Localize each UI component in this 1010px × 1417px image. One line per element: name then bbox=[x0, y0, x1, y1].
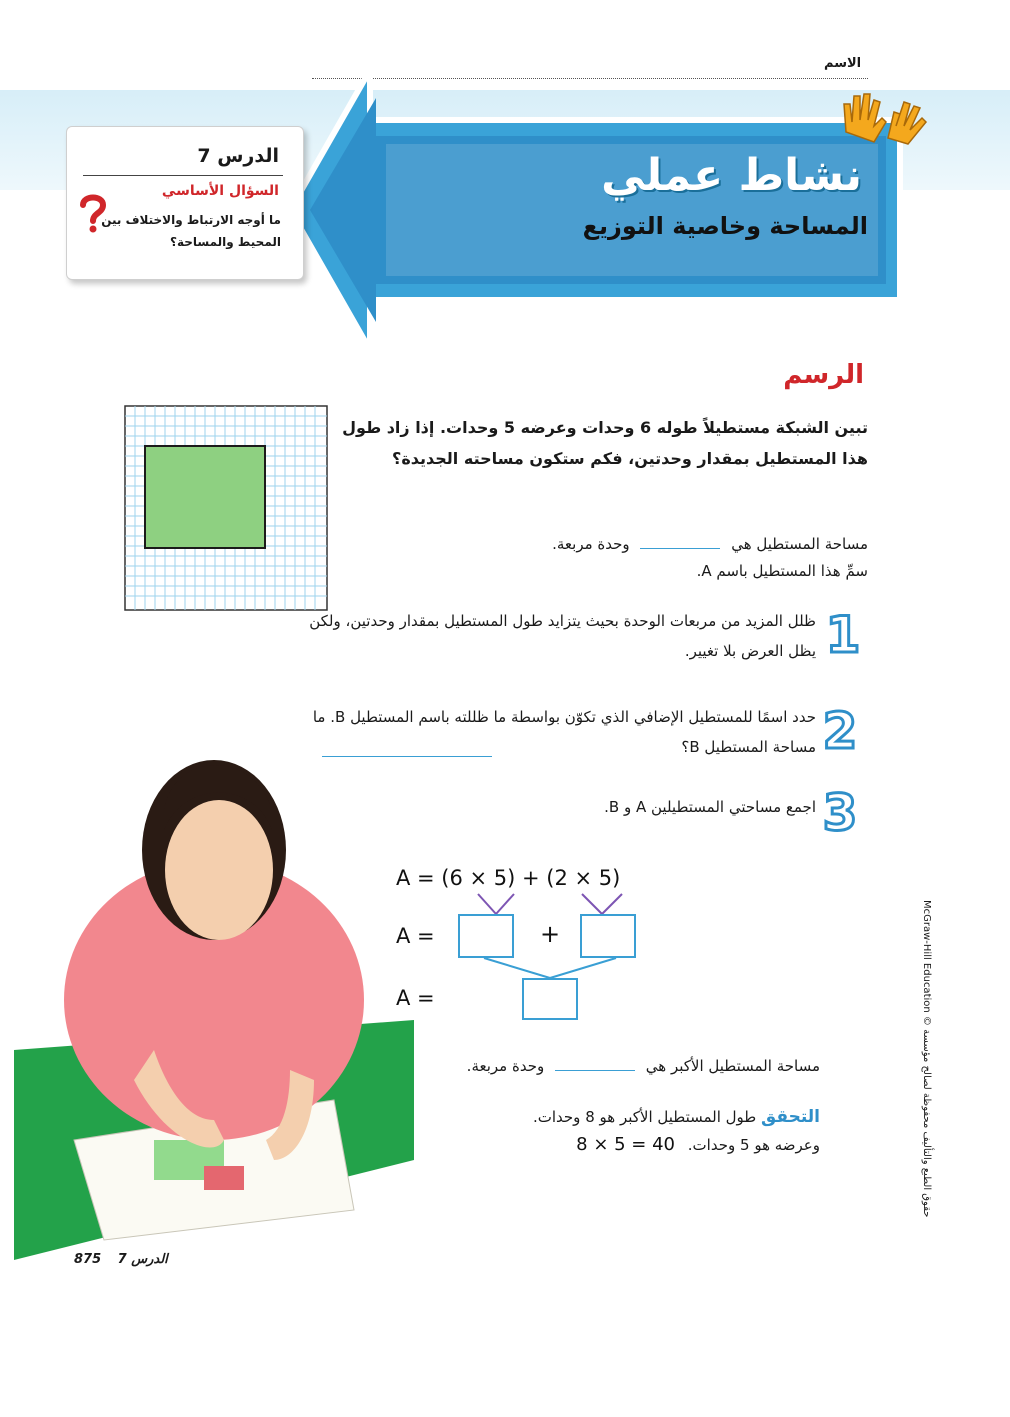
lesson-card bbox=[66, 126, 304, 280]
footer-lesson: الدرس 7 bbox=[117, 1252, 168, 1267]
larger-area-sentence bbox=[467, 1056, 820, 1075]
unit-grid bbox=[124, 405, 328, 611]
step-2-number: 2 bbox=[822, 702, 858, 756]
name-rectangle-a: سمِّ هذا المستطيل باسم A. bbox=[696, 562, 868, 580]
step-3-text: اجمع مساحتي المستطيلين A و B. bbox=[604, 798, 816, 816]
area-suffix: وحدة مربعة. bbox=[552, 535, 630, 553]
equation-line-3-label: A = bbox=[396, 986, 435, 1010]
copyright-text: McGraw-Hill Education © حقوق الطبع والتأليف محفوظة لصالح مؤسسة bbox=[921, 900, 932, 1218]
step-number-2-badge bbox=[820, 700, 860, 756]
check-line-1: طول المستطيل الأكبر هو 8 وحدات. bbox=[532, 1108, 757, 1126]
check-line-2: وعرضه هو 5 وحدات. bbox=[687, 1136, 820, 1154]
activity-title: نشاط عملي bbox=[601, 150, 862, 201]
step-number-1-badge bbox=[826, 604, 860, 660]
check-label: التحقق bbox=[761, 1107, 820, 1127]
copyright-side-text bbox=[918, 900, 938, 1218]
student-photo bbox=[14, 720, 414, 1280]
card-divider bbox=[83, 175, 283, 176]
product-box-1[interactable] bbox=[458, 914, 514, 958]
step-1-text: ظلل المزيد من مربعات الوحدة بحيث يتزايد طول المستطيل بمقدار وحدتين، ولكن يظل العرض بلا تغيير. bbox=[309, 612, 816, 660]
larger-area-suffix: وحدة مربعة. bbox=[466, 1057, 545, 1075]
step-number-3-badge bbox=[820, 782, 860, 838]
question-mark-icon bbox=[79, 193, 107, 233]
banner-arrow bbox=[290, 50, 930, 360]
check-equation: 8 × 5 = 40 bbox=[576, 1134, 675, 1155]
step-1-number: 1 bbox=[826, 606, 860, 660]
larger-area-prefix: مساحة المستطيل الأكبر هي bbox=[645, 1057, 820, 1075]
area-answer-blank[interactable] bbox=[640, 534, 720, 549]
sum-box[interactable] bbox=[522, 978, 578, 1020]
name-label: الاسم bbox=[824, 56, 862, 71]
page-number: 875 bbox=[74, 1252, 102, 1267]
area-sentence bbox=[552, 534, 868, 553]
lesson-number: الدرس 7 bbox=[197, 145, 279, 167]
problem-text: تبين الشبكة مستطيلاً طوله 6 وحدات وعرضه 5 وحدات. إذا زاد طول هذا المستطيل بمقدار وحدتين، فكم ستكون مساحته الجديدة؟ bbox=[342, 418, 868, 468]
essential-question-label: السؤال الأساسي bbox=[161, 183, 279, 199]
step-3-number: 3 bbox=[822, 784, 858, 838]
page-footer bbox=[74, 1252, 168, 1267]
product-box-2[interactable] bbox=[580, 914, 636, 958]
step-2-label: حدد اسمًا للمستطيل الإضافي الذي تكوّن بواسطة ما ظللته باسم المستطيل B. ما مساحة المستطيل B؟ bbox=[312, 708, 816, 756]
larger-area-answer-blank[interactable] bbox=[555, 1056, 635, 1071]
hands-icon bbox=[838, 86, 930, 150]
check-section bbox=[420, 1104, 820, 1159]
area-prefix: مساحة المستطيل هي bbox=[731, 535, 868, 553]
activity-subtitle: المساحة وخاصية التوزيع bbox=[582, 212, 868, 240]
equation-line-2-label: A = bbox=[396, 924, 435, 948]
equation-line-1: A = (6 × 5) + (2 × 5) bbox=[396, 866, 621, 890]
plus-sign: + bbox=[540, 920, 561, 948]
essential-question-text: ما أوجه الارتباط والاختلاف بين المحيط والمساحة؟ bbox=[101, 213, 281, 249]
section-heading: الرسم bbox=[783, 360, 864, 390]
